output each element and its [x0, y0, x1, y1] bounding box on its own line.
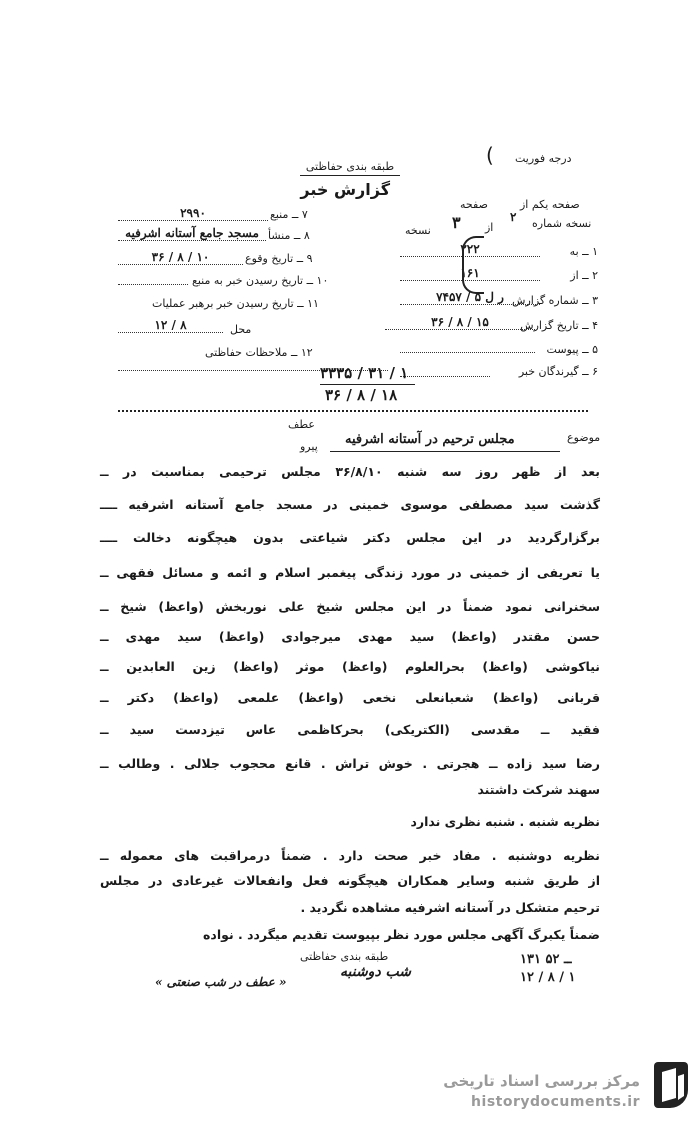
page-label: صفحه یکم از	[520, 198, 580, 211]
field-source-label: ۷ ــ منبع	[270, 208, 308, 221]
body-line: سخنرانی نمود ضمناً در این مجلس شیخ علی نوربخش (واعظ) شیخ ــ	[100, 599, 600, 614]
field-place-label: محل	[230, 323, 252, 336]
handwritten-annotation: « عطف در شب صنعتی »	[155, 975, 287, 989]
footer-classification-label: طبقه بندی حفاظتی	[300, 950, 389, 963]
field-place-value: ۱۲ / ۸	[118, 318, 223, 333]
copy-number: ۲	[510, 210, 517, 224]
body-line: یا تعریفی از خمینی در مورد زندگی پیغمبر اسلام و ائمه و مسائل فقهی ــ	[100, 565, 600, 580]
field-attachment-label: ۵ ــ پیوست	[546, 343, 598, 356]
field-from-label: ۲ ــ از	[570, 269, 598, 282]
watermark-url: historydocuments.ir	[471, 1094, 640, 1110]
field-recipients-label: ۶ ــ گیرندگان خبر	[518, 365, 598, 378]
ref-top: ۱۳۱ ــ ۵۲	[520, 952, 572, 967]
peyro-label: پیرو	[300, 440, 318, 453]
body-line: نیاکوشی (واعظ) بحرالعلوم (واعظ) موثر (واعظ) زین العابدین ــ	[100, 659, 600, 674]
opinion-line: نظریه دوشنبه . مفاد خبر صحت دارد . ضمناً درمراقبت های معموله ــ	[100, 848, 600, 863]
field-received-ops-label: ۱۱ ــ تاریخ رسیدن خبر برهبر عملیات	[152, 297, 319, 310]
body-last-line: سهند شرکت داشتند	[477, 782, 600, 797]
opinion-line: از طریق شنبه وسایر همکاران هیچگونه فعل وانفعالات غیرعادی در مجلس	[100, 873, 600, 888]
subject-value: مجلس ترحیم در آستانه اشرفیه	[345, 432, 515, 447]
watermark-logo-icon	[654, 1062, 688, 1108]
atf-label: عطف	[288, 418, 315, 431]
field-report-number-value: ۷۴۵۷ / ر ل ۵	[400, 290, 540, 305]
field-source-value: ۲۹۹۰	[118, 206, 268, 221]
field-occurrence-value: ۳۶ / ۸ / ۱۰	[118, 250, 243, 265]
registry-date: ۳۶ / ۸ / ۱۸	[325, 386, 398, 404]
copy-label: نسخه شماره	[532, 217, 592, 230]
opinion-line: ضمناً یکبرگ آگهی مجلس مورد نظر بپیوست تقدیم میگردد . نواده	[203, 927, 600, 942]
field-report-date-value: ۳۶ / ۸ / ۱۵	[385, 315, 535, 330]
field-origin-label: ۸ ــ منشأ	[268, 229, 310, 242]
ref-bottom: ۱۲ / ۸ / ۱	[520, 970, 576, 985]
copy-suffix: نسخه	[405, 224, 431, 237]
field-recipients-line	[400, 376, 490, 377]
field-security-notes-label: ۱۲ ــ ملاحظات حفاظتی	[205, 346, 313, 359]
field-attachment-line	[400, 352, 535, 353]
body-line: رضا سید زاده ــ هجرتی . خوش تراش . قانع محجوب جلالی . وطالب ــ	[100, 756, 600, 771]
handwritten-bracket	[462, 236, 484, 294]
body-line: حسن مقتدر (واعظ) سید مهدی میرجوادی (واعظ) سید مهدی ــ	[100, 629, 600, 644]
body-line: بعد از ظهر روز سه شنبه ۳۶/۸/۱۰ مجلس ترحیمی بمناسبت در ــ	[100, 464, 600, 479]
classification-label: طبقه بندی حفاظتی	[300, 160, 400, 176]
registry-line	[320, 384, 415, 385]
field-report-date-label: ۴ ــ تاریخ گزارش	[520, 319, 598, 332]
field-from-value: ۱۶۱	[400, 266, 540, 281]
body-line: گذشت سید مصطفی موسوی خمینی در مسجد جامع آستانه اشرفیه ــــ	[100, 497, 600, 512]
registry-number: ۳۳۳۵ / ۳۱ / ۱	[320, 364, 409, 382]
copy-of-label: از	[485, 221, 494, 234]
page-suffix: صفحه	[460, 198, 488, 211]
subject-underline	[330, 451, 560, 452]
body-line: فقید ــ مقدسی (الکتریکی) بحرکاظمی عاس تیزدست سید ــ	[100, 722, 600, 737]
subject-label: موضوع	[567, 431, 601, 444]
urgency-label: درجه فوریت	[515, 152, 572, 165]
opinion-line: ترحیم متشکل در آستانه اشرفیه مشاهده نگردید .	[300, 900, 600, 915]
opinion-line: نظریه شنبه . شنبه نظری ندارد	[410, 814, 600, 829]
copy-total: ۳	[452, 213, 461, 232]
field-to-label: ۱ ــ به	[569, 245, 598, 258]
header-divider	[118, 410, 588, 412]
form-title: گزارش خبر	[300, 180, 390, 199]
body-line: برگزارگردید در این مجلس دکتر شیاعتی بدون هیچگونه دخالت ــــ	[100, 530, 600, 545]
field-received-source-line	[118, 284, 188, 285]
body-line: قربانی (واعظ) شعبانعلی نخعی (واعظ) علمعی (واعظ) دکتر ــ	[100, 690, 600, 705]
field-received-source-label: ۱۰ ــ تاریخ رسیدن خبر به منبع	[192, 274, 329, 287]
bracket-mark: (	[486, 143, 494, 167]
signature: شب دوشنبه	[340, 964, 412, 980]
field-to-value: ۲۲۲	[400, 242, 540, 257]
field-occurrence-label: ۹ ــ تاریخ وقوع	[245, 252, 313, 265]
watermark-title: مرکز بررسی اسناد تاریخی	[443, 1072, 640, 1090]
field-report-number-label: ۳ ــ شماره گزارش	[512, 294, 598, 307]
field-origin-value: مسجد جامع آستانه اشرفیه	[118, 226, 266, 241]
